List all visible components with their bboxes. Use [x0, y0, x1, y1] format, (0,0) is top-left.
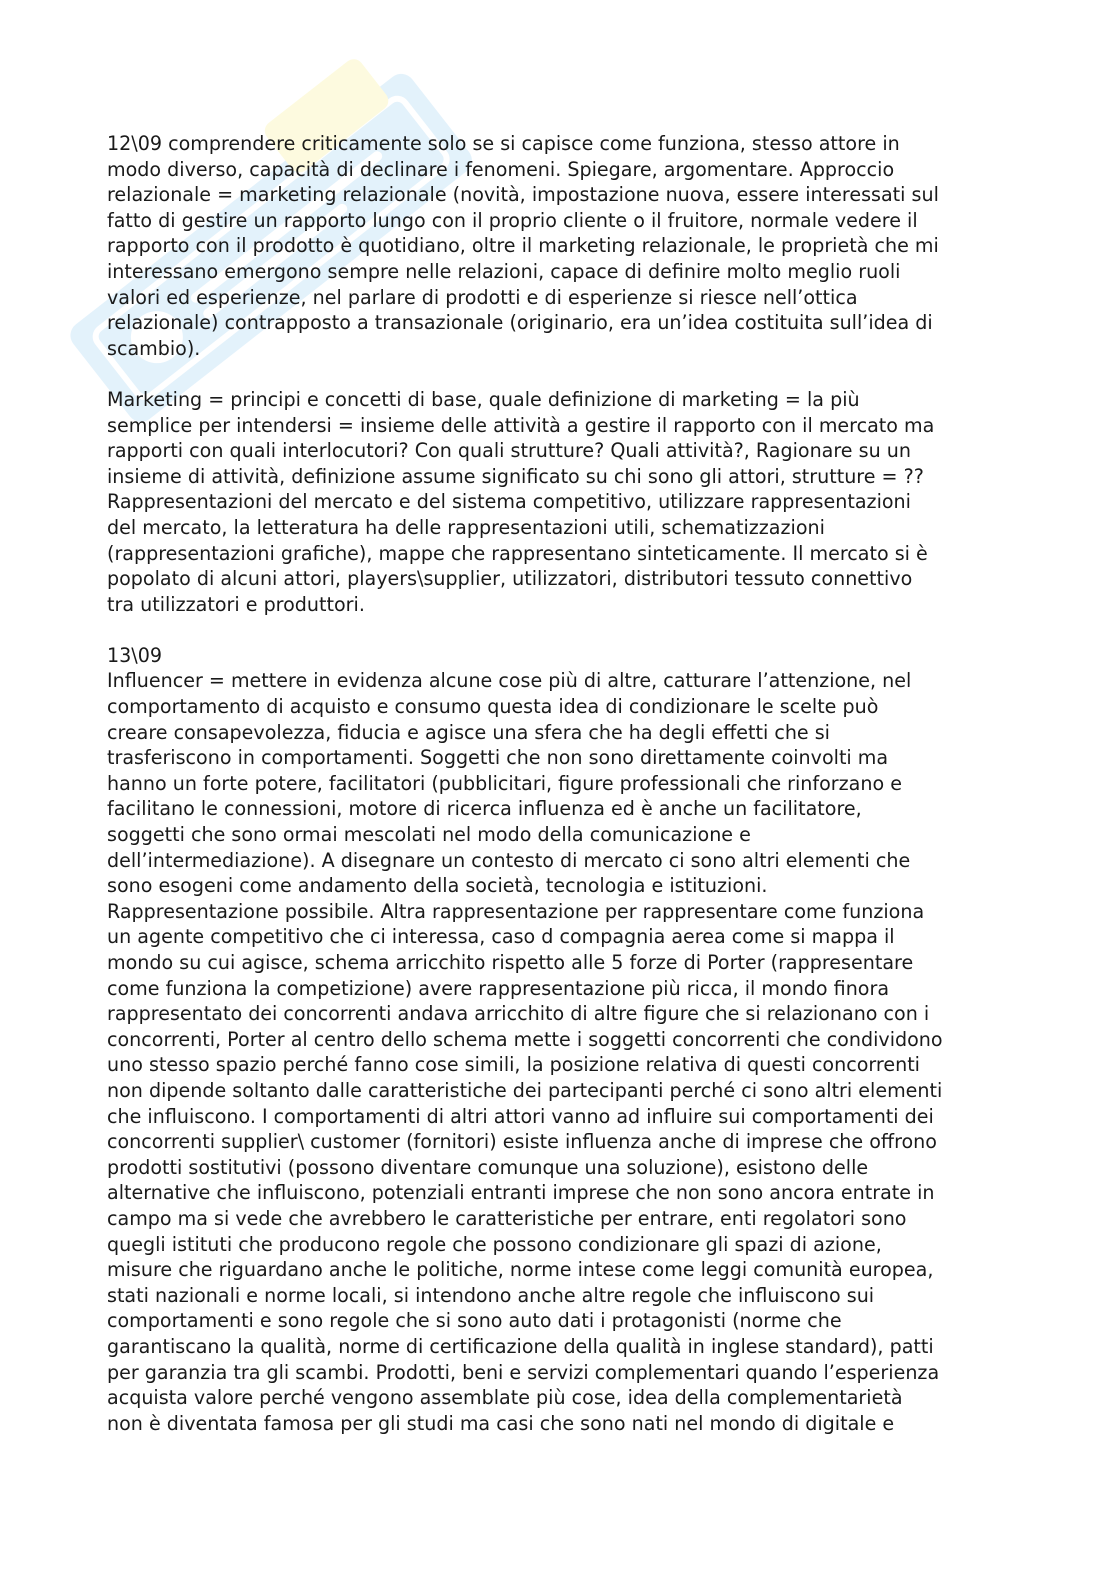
text-line: tra utilizzatori e produttori.: [107, 592, 365, 616]
text-line: 12\09 comprendere criticamente solo se si capisce come funziona, stesso attore in: [107, 132, 900, 155]
text-line: come funziona la competizione) avere rappresentazione più ricca, il mondo finora: [107, 976, 890, 1000]
text-line: sono esogeni come andamento della società, tecnologia e istituzioni.: [107, 874, 768, 898]
text-line: concorrenti supplier\ customer (fornitori) esiste influenza anche di imprese che offrono: [107, 1130, 937, 1154]
text-line: del mercato, la letteratura ha delle rappresentazioni utili, schematizzazioni: [107, 515, 825, 539]
text-line: modo diverso, capacità di declinare i fenomeni. Spiegare, argomentare. Approccio: [107, 157, 895, 181]
text-line: garantiscano la qualità, norme di certificazione della qualità in inglese standard), patti: [107, 1334, 934, 1358]
paragraph-marketing-definition: [107, 387, 1027, 617]
text-line: uno stesso spazio perché fanno cose simili, la posizione relativa di questi concorrenti: [107, 1053, 920, 1077]
text-line: creare consapevolezza, fiducia e agisce una sfera che ha degli effetti che si: [107, 720, 830, 744]
text-line: acquista valore perché vengono assemblate più cose, idea della complementarietà: [107, 1386, 903, 1410]
text-line: hanno un forte potere, facilitatori (pubblicitari, figure professionali che rinforzano e: [107, 771, 902, 795]
text-line: 13\09: [107, 643, 163, 667]
text-line: mondo su cui agisce, schema arricchito rispetto alle 5 forze di Porter (rappresentare: [107, 951, 914, 974]
text-line: popolato di alcuni attori, players\supplier, utilizzatori, distributori tessuto connettivo: [107, 567, 913, 591]
text-line: non è diventata famosa per gli studi ma casi che sono nati nel mondo di digitale e: [107, 1411, 895, 1435]
paragraph-relational-approach: [107, 131, 1027, 361]
text-line: Rappresentazione possibile. Altra rappresentazione per rappresentare come funziona: [107, 899, 925, 923]
paragraph-influencer: [107, 643, 1027, 1436]
text-line: rapporti con quali interlocutori? Con quali strutture? Quali attività?, Ragionare su un: [107, 439, 911, 463]
text-line: che influiscono. I comportamenti di altri attori vanno ad influire sui comportamenti dei: [107, 1104, 934, 1128]
text-line: rapporto con il prodotto è quotidiano, oltre il marketing relazionale, le proprietà che mi: [107, 234, 939, 258]
text-line: concorrenti, Porter al centro dello schema mette i soggetti concorrenti che condividono: [107, 1027, 943, 1051]
text-line: Influencer = mettere in evidenza alcune cose più di altre, catturare l’attenzione, nel: [107, 669, 912, 693]
text-line: prodotti sostitutivi (possono diventare comunque una soluzione), esistono delle: [107, 1155, 869, 1179]
text-line: rappresentato dei concorrenti andava arricchito di altre figure che si relazionano con i: [107, 1002, 930, 1026]
text-line: alternative che influiscono, potenziali entranti imprese che non sono ancora entrate in: [107, 1181, 935, 1205]
text-line: insieme di attività, definizione assume significato su chi sono gli attori, strutture = ??: [107, 464, 924, 488]
text-line: relazionale) contrapposto a transazionale (originario, era un’idea costituita sull’idea di: [107, 311, 933, 335]
text-line: Rappresentazioni del mercato e del sistema competitivo, utilizzare rappresentazioni: [107, 490, 911, 514]
text-line: fatto di gestire un rapporto lungo con il proprio cliente o il fruitore, normale vedere il: [107, 208, 918, 232]
text-line: Marketing = principi e concetti di base, quale definizione di marketing = la più: [107, 387, 860, 411]
text-line: soggetti che sono ormai mescolati nel modo della comunicazione e: [107, 823, 751, 847]
text-line: valori ed esperienze, nel parlare di prodotti e di esperienze si riesce nell’ottica: [107, 285, 858, 309]
document-body: [107, 131, 1027, 1462]
text-line: semplice per intendersi = insieme delle attività a gestire il rapporto con il mercato ma: [107, 413, 935, 437]
text-line: stati nazionali e norme locali, si intendono anche altre regole che influiscono sui: [107, 1283, 875, 1307]
text-line: comportamento di acquisto e consumo questa idea di condizionare le scelte può: [107, 695, 879, 719]
text-line: un agente competitivo che ci interessa, caso d compagnia aerea come si mappa il: [107, 925, 895, 949]
text-line: trasferiscono in comportamenti. Soggetti che non sono direttamente coinvolti ma: [107, 746, 889, 770]
text-line: misure che riguardano anche le politiche, norme intese come leggi comunità europea,: [107, 1258, 934, 1282]
text-line: per garanzia tra gli scambi. Prodotti, beni e servizi complementari quando l’esperienza: [107, 1360, 940, 1384]
text-line: (rappresentazioni grafiche), mappe che rappresentano sinteticamente. Il mercato si è: [107, 541, 928, 565]
text-line: dell’intermediazione). A disegnare un contesto di mercato ci sono altri elementi che: [107, 848, 911, 872]
text-line: interessano emergono sempre nelle relazioni, capace di definire molto meglio ruoli: [107, 259, 901, 283]
text-line: campo ma si vede che avrebbero le caratteristiche per entrare, enti regolatori sono: [107, 1206, 907, 1230]
text-line: quegli istituti che producono regole che possono condizionare gli spazi di azione,: [107, 1232, 882, 1256]
text-line: scambio).: [107, 336, 201, 360]
text-line: non dipende soltanto dalle caratteristiche dei partecipanti perché ci sono altri elementi: [107, 1078, 943, 1102]
text-line: facilitano le connessioni, motore di ricerca influenza ed è anche un facilitatore,: [107, 797, 862, 821]
text-line: comportamenti e sono regole che si sono auto dati i protagonisti (norme che: [107, 1309, 842, 1333]
text-line: relazionale = marketing relazionale (novità, impostazione nuova, essere interessati sul: [107, 183, 939, 207]
